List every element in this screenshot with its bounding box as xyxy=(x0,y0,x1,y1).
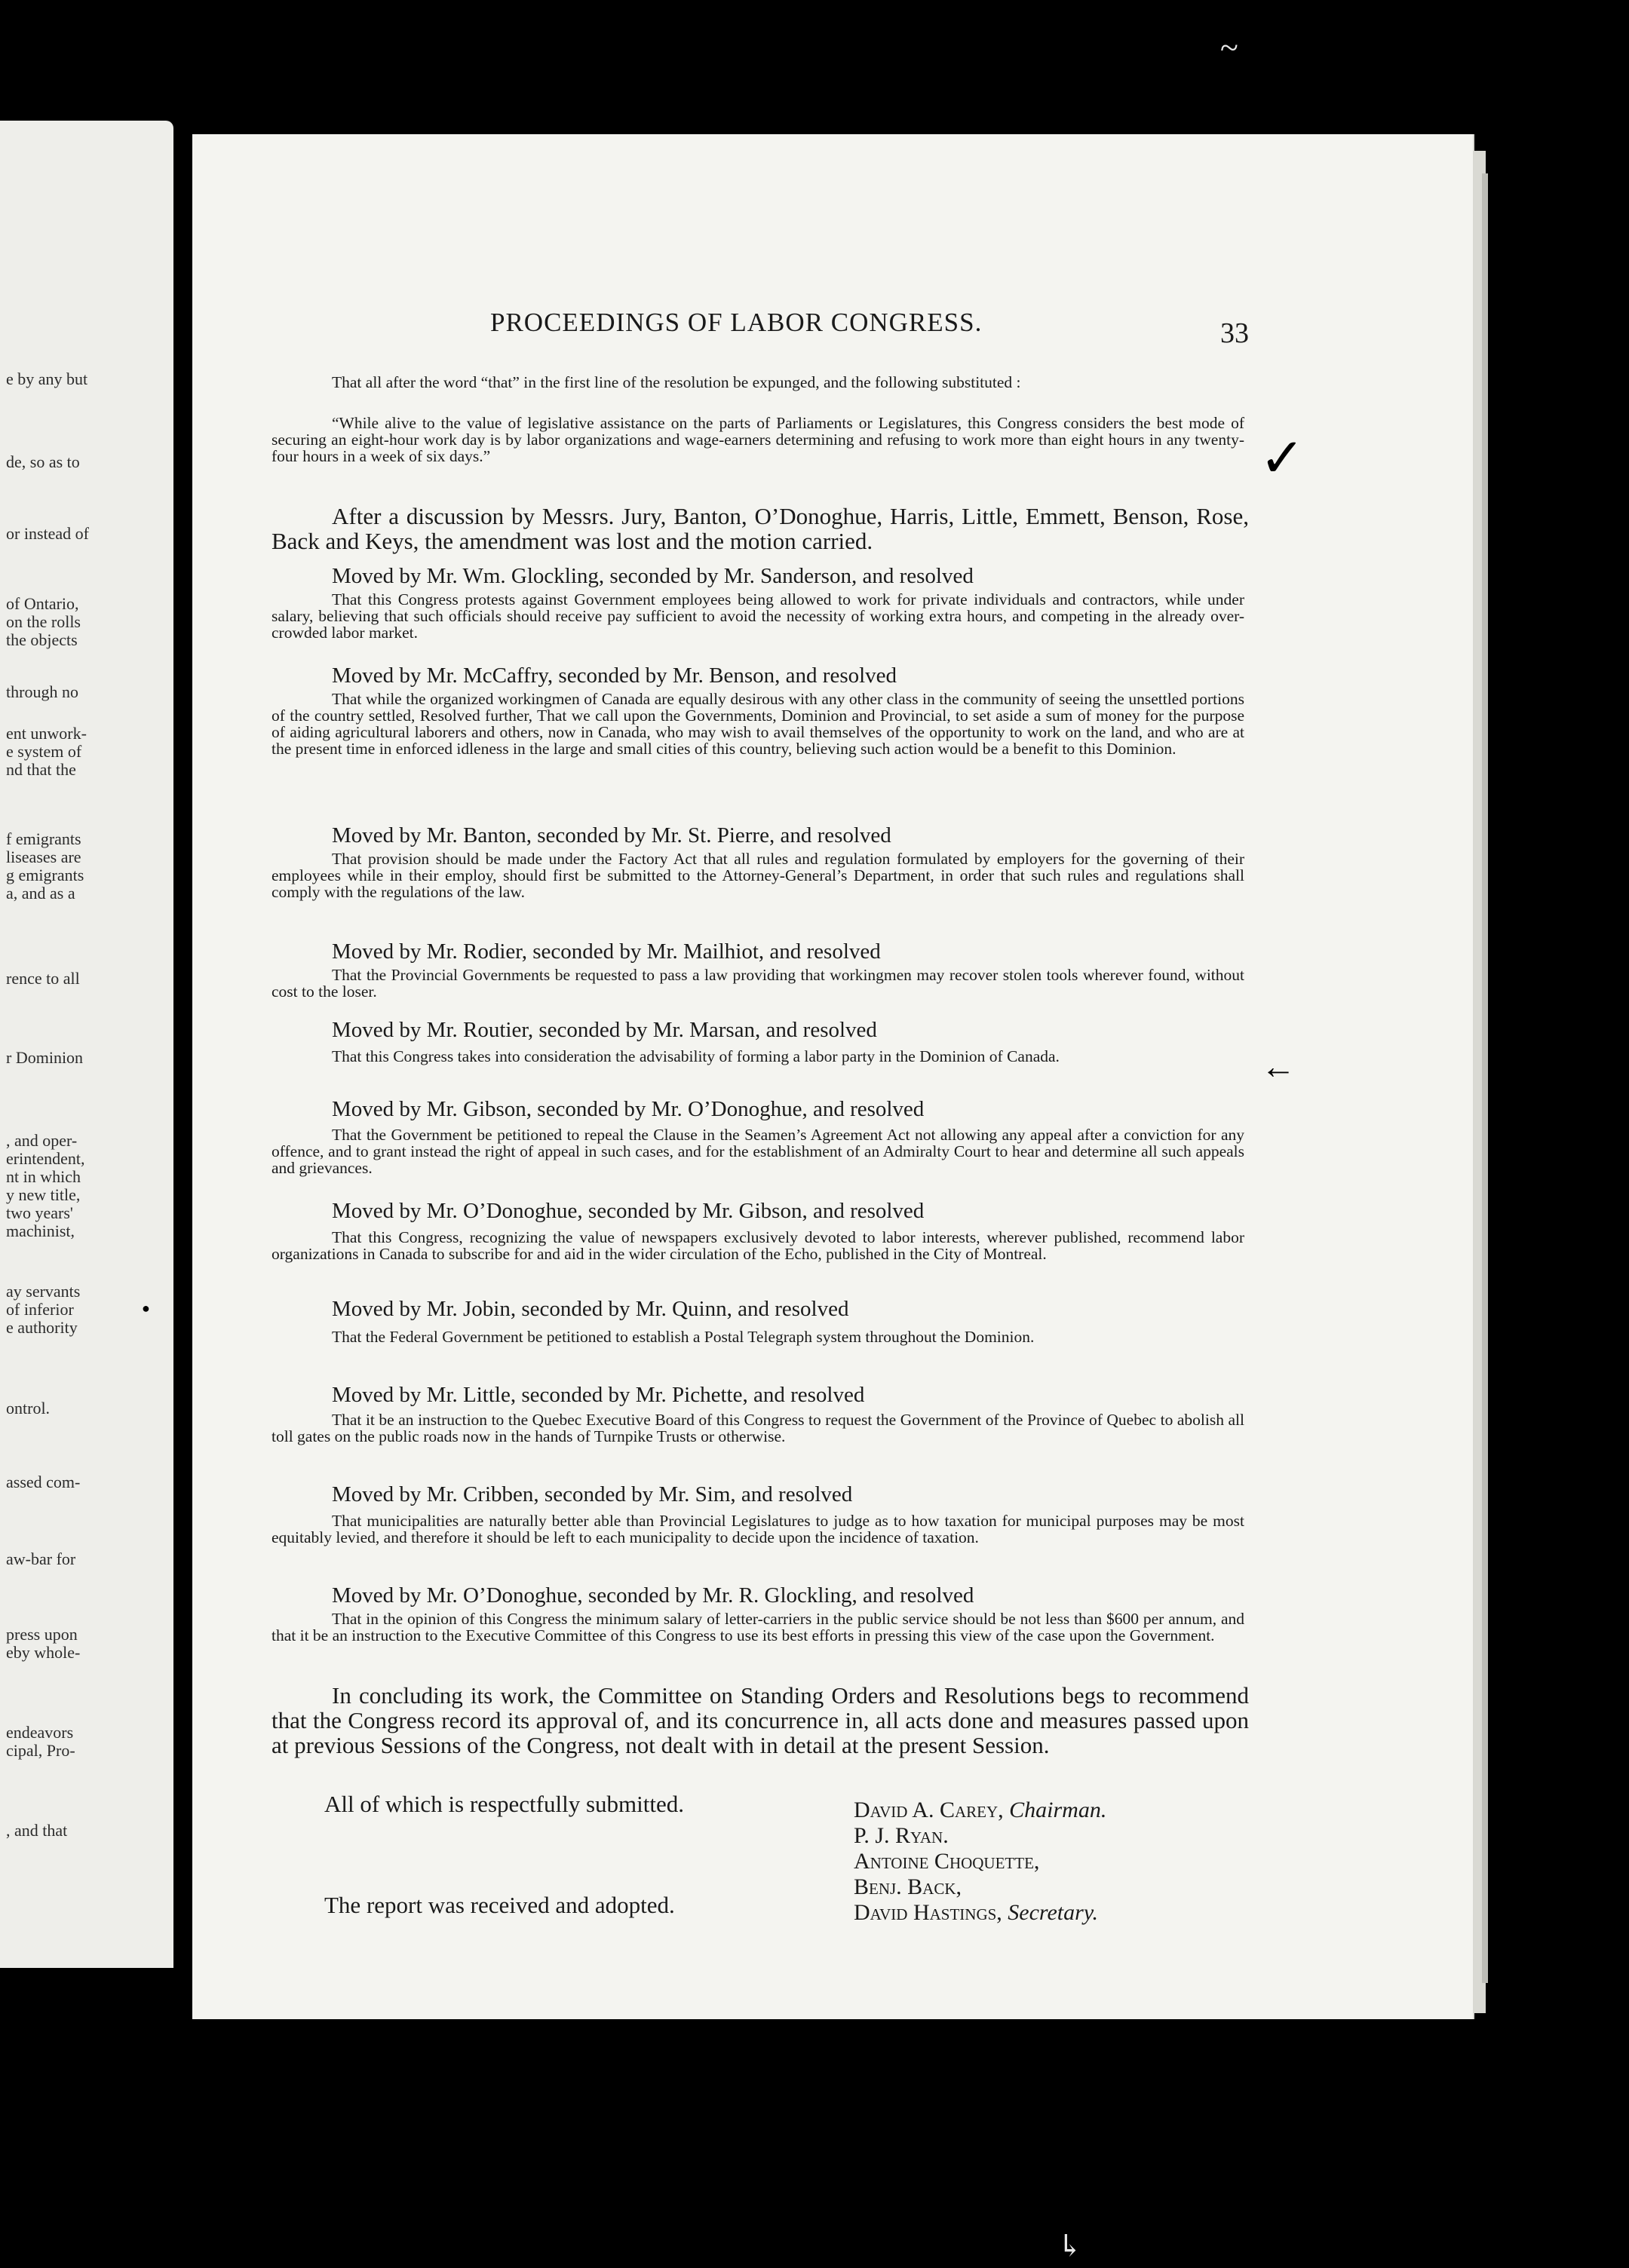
motion-resolution: That in the opinion of this Congress the minimum salary of letter-carriers in the public service should be not less than $600 per annum, and that it be an instruction to the Executive Committee of this Congress to use its best efforts in pressing this view of the case upon the Government. xyxy=(272,1610,1244,1644)
left-fragment: , and oper- xyxy=(6,1131,78,1150)
motion-resolution: That this Congress takes into consideration the advisability of forming a labor party in the Dominion of Canada. xyxy=(332,1047,1060,1065)
left-fragment: endeavors xyxy=(6,1723,74,1742)
motion-heading: Moved by Mr. O’Donoghue, seconded by Mr. Gibson, and resolved xyxy=(332,1199,925,1223)
left-fragment: on the rolls xyxy=(6,612,81,631)
left-fragment: e by any but xyxy=(6,369,88,388)
adopted-line: The report was received and adopted. xyxy=(324,1892,675,1918)
motion-heading: Moved by Mr. Wm. Glockling, seconded by Mr. Sanderson, and resolved xyxy=(332,564,974,588)
motion-resolution: That this Congress protests against Government employees being allowed to work for private individuals and contractors, while under salary, believing that such officials should receive pay sufficient to avoid the necessity of working extra hours, and competing in the already over-crowded labor market. xyxy=(272,590,1244,642)
submitted-line: All of which is respectfully submitted. xyxy=(324,1791,684,1817)
motion-heading: Moved by Mr. Banton, seconded by Mr. St. Pierre, and resolved xyxy=(332,823,891,847)
left-fragment: nt in which xyxy=(6,1167,81,1186)
signatory-name: Antoine Choquette, xyxy=(854,1849,1040,1874)
left-fragment: g emigrants xyxy=(6,866,84,884)
left-fragment: de, so as to xyxy=(6,452,80,471)
left-fragment: a, and as a xyxy=(6,884,75,903)
left-fragment: e authority xyxy=(6,1318,78,1337)
signatory-name: David Hastings, xyxy=(854,1900,1002,1925)
amendment-quote: “While alive to the value of legislative assistance on the parts of Parliaments or Legislatures, this Congress considers the best mode of securing an eight-hour work day is by labor organizations and wage-earners determining and refusing to work more than eight hours in any twenty-four hours in a week of six days.” xyxy=(272,414,1244,465)
left-fragment: ent unwork- xyxy=(6,724,87,743)
motion-heading: Moved by Mr. Gibson, seconded by Mr. O’Donoghue, and resolved xyxy=(332,1097,925,1121)
signatory-name: Benj. Back, xyxy=(854,1874,962,1899)
left-fragment: of inferior xyxy=(6,1300,74,1319)
signatory-name: P. J. Ryan. xyxy=(854,1823,949,1848)
motion-heading: Moved by Mr. Routier, seconded by Mr. Marsan, and resolved xyxy=(332,1018,877,1042)
motion-heading: Moved by Mr. Rodier, seconded by Mr. Mailhiot, and resolved xyxy=(332,939,881,964)
left-fragment: r Dominion xyxy=(6,1048,84,1067)
motion-heading: Moved by Mr. Cribben, seconded by Mr. Sim, and resolved xyxy=(332,1482,853,1506)
running-head: PROCEEDINGS OF LABOR CONGRESS. xyxy=(490,308,983,337)
arrow-mark-icon: ← xyxy=(1261,1047,1296,1086)
left-fragment: eby whole- xyxy=(6,1643,81,1662)
left-fragment: assed com- xyxy=(6,1473,81,1491)
discussion-paragraph: After a discussion by Messrs. Jury, Banton, O’Donoghue, Harris, Little, Emmett, Benson, Rose, Back and Keys, the amendment was lost and the motion carried. xyxy=(272,503,1249,554)
amendment-intro: That all after the word “that” in the first line of the resolution be expunged, and the following substituted : xyxy=(332,373,1021,391)
left-fragment: two years' xyxy=(6,1203,73,1222)
signatory-role: Chairman. xyxy=(1009,1798,1107,1822)
signature-member xyxy=(854,1823,949,1849)
page-edge-shadow xyxy=(1482,173,1488,1983)
motion-resolution: That provision should be made under the Factory Act that all rules and regulation formulated by employers for the governing of their employees while in their employ, should first be submitted to the Attorney-General’s Department, in order that such rules and regulations shall comply with the regulations of the law. xyxy=(272,850,1244,901)
motion-resolution: That the Provincial Governments be requested to pass a law providing that workingmen may recover stolen tools wherever found, without cost to the loser. xyxy=(272,966,1244,1001)
left-fragment: ontrol. xyxy=(6,1399,51,1418)
hook-mark-bottom: ↳ xyxy=(1057,2229,1083,2263)
left-fragment: , and that xyxy=(6,1821,68,1840)
signature-member xyxy=(854,1849,1039,1874)
motion-resolution: That the Federal Government be petitioned to establish a Postal Telegraph system throughout the Dominion. xyxy=(332,1328,1035,1346)
left-fragment: liseases are xyxy=(6,847,81,866)
left-facing-page xyxy=(0,121,173,1968)
conclusion-paragraph: In concluding its work, the Committee on Standing Orders and Resolutions begs to recommend that the Congress record its approval of, and its concurrence in, all acts done and measures passed upon at previous Sessions of the Congress, not dealt with in detail at the present Session. xyxy=(272,1682,1249,1758)
motion-heading: Moved by Mr. McCaffry, seconded by Mr. Benson, and resolved xyxy=(332,664,897,688)
check-mark-icon: ✓ xyxy=(1259,428,1305,489)
left-fragment: aw-bar for xyxy=(6,1549,76,1568)
motion-heading: Moved by Mr. Little, seconded by Mr. Pichette, and resolved xyxy=(332,1383,865,1407)
left-fragment: erintendent, xyxy=(6,1149,85,1168)
motion-resolution: That it be an instruction to the Quebec Executive Board of this Congress to request the Government of the Province of Quebec to abolish all toll gates on the public roads now in the hands of Turnpike Trusts or otherwise. xyxy=(272,1411,1244,1445)
signatory-role: Secretary. xyxy=(1008,1900,1098,1925)
left-fragment: the objects xyxy=(6,630,78,649)
left-fragment: of Ontario, xyxy=(6,594,79,613)
left-fragment: or instead of xyxy=(6,524,89,543)
left-fragment: through no xyxy=(6,682,78,701)
left-fragment: rence to all xyxy=(6,969,80,988)
motion-heading: Moved by Mr. Jobin, seconded by Mr. Quinn, and resolved xyxy=(332,1297,849,1321)
left-fragment: y new title, xyxy=(6,1185,81,1204)
signatory-name: David A. Carey, xyxy=(854,1798,1004,1822)
motion-resolution: That while the organized workingmen of Canada are equally desirous with any other class in the community of seeing the unsettled portions of the country settled, Resolved further, That we call upon the Governments, Dominion and Provincial, to set aside a sum of money for the purpose of aiding agricultural laborers and others, now in Canada, who may wish to avail themselves of the opportunity to work on the land, and who are at the present time in enforced idleness in the large and small cities of this country, believing such action would be a benefit to this Dominion. xyxy=(272,690,1244,758)
dot-mark: ● xyxy=(142,1301,150,1316)
left-fragment: e system of xyxy=(6,742,82,761)
left-fragment: nd that the xyxy=(6,760,76,779)
left-fragment: ay servants xyxy=(6,1282,81,1301)
left-fragment: press upon xyxy=(6,1625,78,1644)
signature-secretary xyxy=(854,1900,1098,1926)
signature-chairman xyxy=(854,1798,1106,1823)
left-fragment: machinist, xyxy=(6,1221,75,1240)
left-fragment: f emigrants xyxy=(6,829,81,848)
page-number: 33 xyxy=(1220,317,1249,349)
motion-resolution: That this Congress, recognizing the value of newspapers exclusively devoted to labor interests, wherever published, recommend labor organizations in Canada to subscribe for and aid in the wider circulation of the Echo, published in the City of Montreal. xyxy=(272,1228,1244,1263)
motion-resolution: That the Government be petitioned to repeal the Clause in the Seamen’s Agreement Act not allowing any appeal after a conviction for any offence, and to grant instead the right of appeal in such cases, and for the establishment of an Admiralty Court to hear and determine all such appeals and grievances. xyxy=(272,1126,1244,1177)
signature-member xyxy=(854,1874,962,1900)
tilde-mark-top: ~ xyxy=(1220,29,1238,66)
motion-resolution: That municipalities are naturally better able than Provincial Legislatures to judge as to how taxation for municipal purposes may be most equitably levied, and therefore it should be left to each municipality to decide upon the incidence of taxation. xyxy=(272,1512,1244,1546)
motion-heading: Moved by Mr. O’Donoghue, seconded by Mr. R. Glockling, and resolved xyxy=(332,1583,974,1608)
left-fragment: cipal, Pro- xyxy=(6,1741,75,1760)
